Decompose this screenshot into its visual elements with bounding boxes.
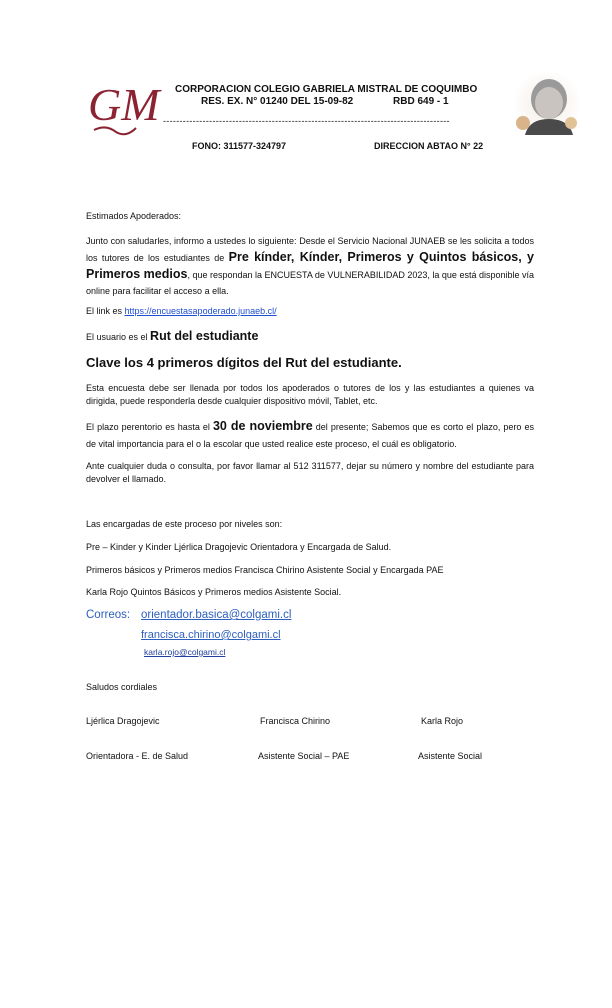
closing: Saludos cordiales	[86, 682, 158, 692]
portrait-photo	[515, 73, 579, 135]
level-prekinder: Pre – Kinder y Kinder Ljérlica Dragojevic Orientadora y Encargada de Salud.	[86, 542, 392, 552]
user-bold: Rut del estudiante	[150, 329, 259, 343]
signature-name-3: Karla Rojo	[421, 716, 464, 726]
header-rbd: RBD 649 - 1	[393, 96, 449, 107]
deadline-bold: 30 de noviembre	[212, 419, 313, 433]
signature-role-2: Asistente Social – PAE	[258, 751, 350, 761]
signature-role-1: Orientadora - E. de Salud	[86, 751, 189, 761]
header-title-line1: CORPORACION COLEGIO GABRIELA MISTRAL DE COQUIMBO	[175, 84, 478, 95]
survey-link[interactable]: https://encuestasapoderado.junaeb.cl/	[124, 306, 277, 316]
user-line	[86, 329, 534, 343]
levels-intro: Las encargadas de este proceso por niveles son:	[86, 519, 283, 529]
email-francisca[interactable]: francisca.chirino@colgami.cl	[141, 629, 281, 641]
paragraph-intro	[86, 233, 534, 299]
greeting: Estimados Apoderados:	[86, 211, 182, 221]
level-primeros: Primeros básicos y Primeros medios Francisca Chirino Asistente Social y Encargada PAE	[86, 565, 444, 575]
logo-monogram: GM	[88, 79, 160, 130]
header-phone: FONO: 311577-324797	[192, 141, 287, 151]
header-separator: ---------------------------------------------------------------------------------------	[163, 116, 450, 126]
deadline-text1: El plazo perentorio es hasta el	[86, 422, 213, 432]
email-karla[interactable]: karla.rojo@colgami.cl	[144, 647, 226, 657]
header-resolution: RES. EX. N° 01240 DEL 15-09-82	[201, 96, 354, 107]
deadline-text2: del presente; Sabemos que es corto el plazo, pero es de vital importancia para el o la escolar que usted realice este proceso, el cuál es obligatorio.	[86, 422, 534, 449]
signature-name-2: Francisca Chirino	[260, 716, 331, 726]
user-prefix: El usuario es el	[86, 332, 151, 342]
signature-role-3: Asistente Social	[418, 751, 483, 761]
paragraph-intro-text2: , que respondan la ENCUESTA de VULNERABILIDAD 2023, la que está disponible vía online para facilitar el acceso a ella.	[86, 270, 534, 296]
email-orientador[interactable]: orientador.basica@colgami.cl	[141, 609, 292, 621]
paragraph-intro-text1: Junto con saludarles, informo a ustedes lo siguiente: Desde el Servicio Nacional JUNAEB se les solicita a todos los tutores de los estudiantes de	[86, 236, 534, 263]
emails-label: Correos:	[86, 609, 131, 621]
paragraph-contact: Ante cualquier duda o consulta, por favor llamar al 512 311577, dejar su número y nombre del estudiante para devolver el llamado.	[86, 461, 534, 484]
paragraph-deadline	[86, 418, 534, 453]
paragraph-intro-bold: Pre kínder, Kínder, Primeros y Quintos básicos, y Primeros medios	[86, 250, 534, 281]
link-prefix: El link es	[86, 306, 125, 316]
signature-name-1: Ljérlica Dragojevic	[86, 716, 160, 726]
school-logo	[86, 70, 160, 138]
password-line: Clave los 4 primeros dígitos del Rut del estudiante.	[86, 355, 402, 370]
header-address: DIRECCION ABTAO N° 22	[374, 141, 484, 151]
link-line	[86, 306, 534, 316]
level-quintos: Karla Rojo Quintos Básicos y Primeros medios Asistente Social.	[86, 587, 342, 597]
paragraph-who: Esta encuesta debe ser llenada por todos los apoderados o tutores de los y las estudiantes a quienes va dirigida, puede responderla desde cualquier dispositivo móvil, Tablet, etc.	[86, 383, 534, 406]
